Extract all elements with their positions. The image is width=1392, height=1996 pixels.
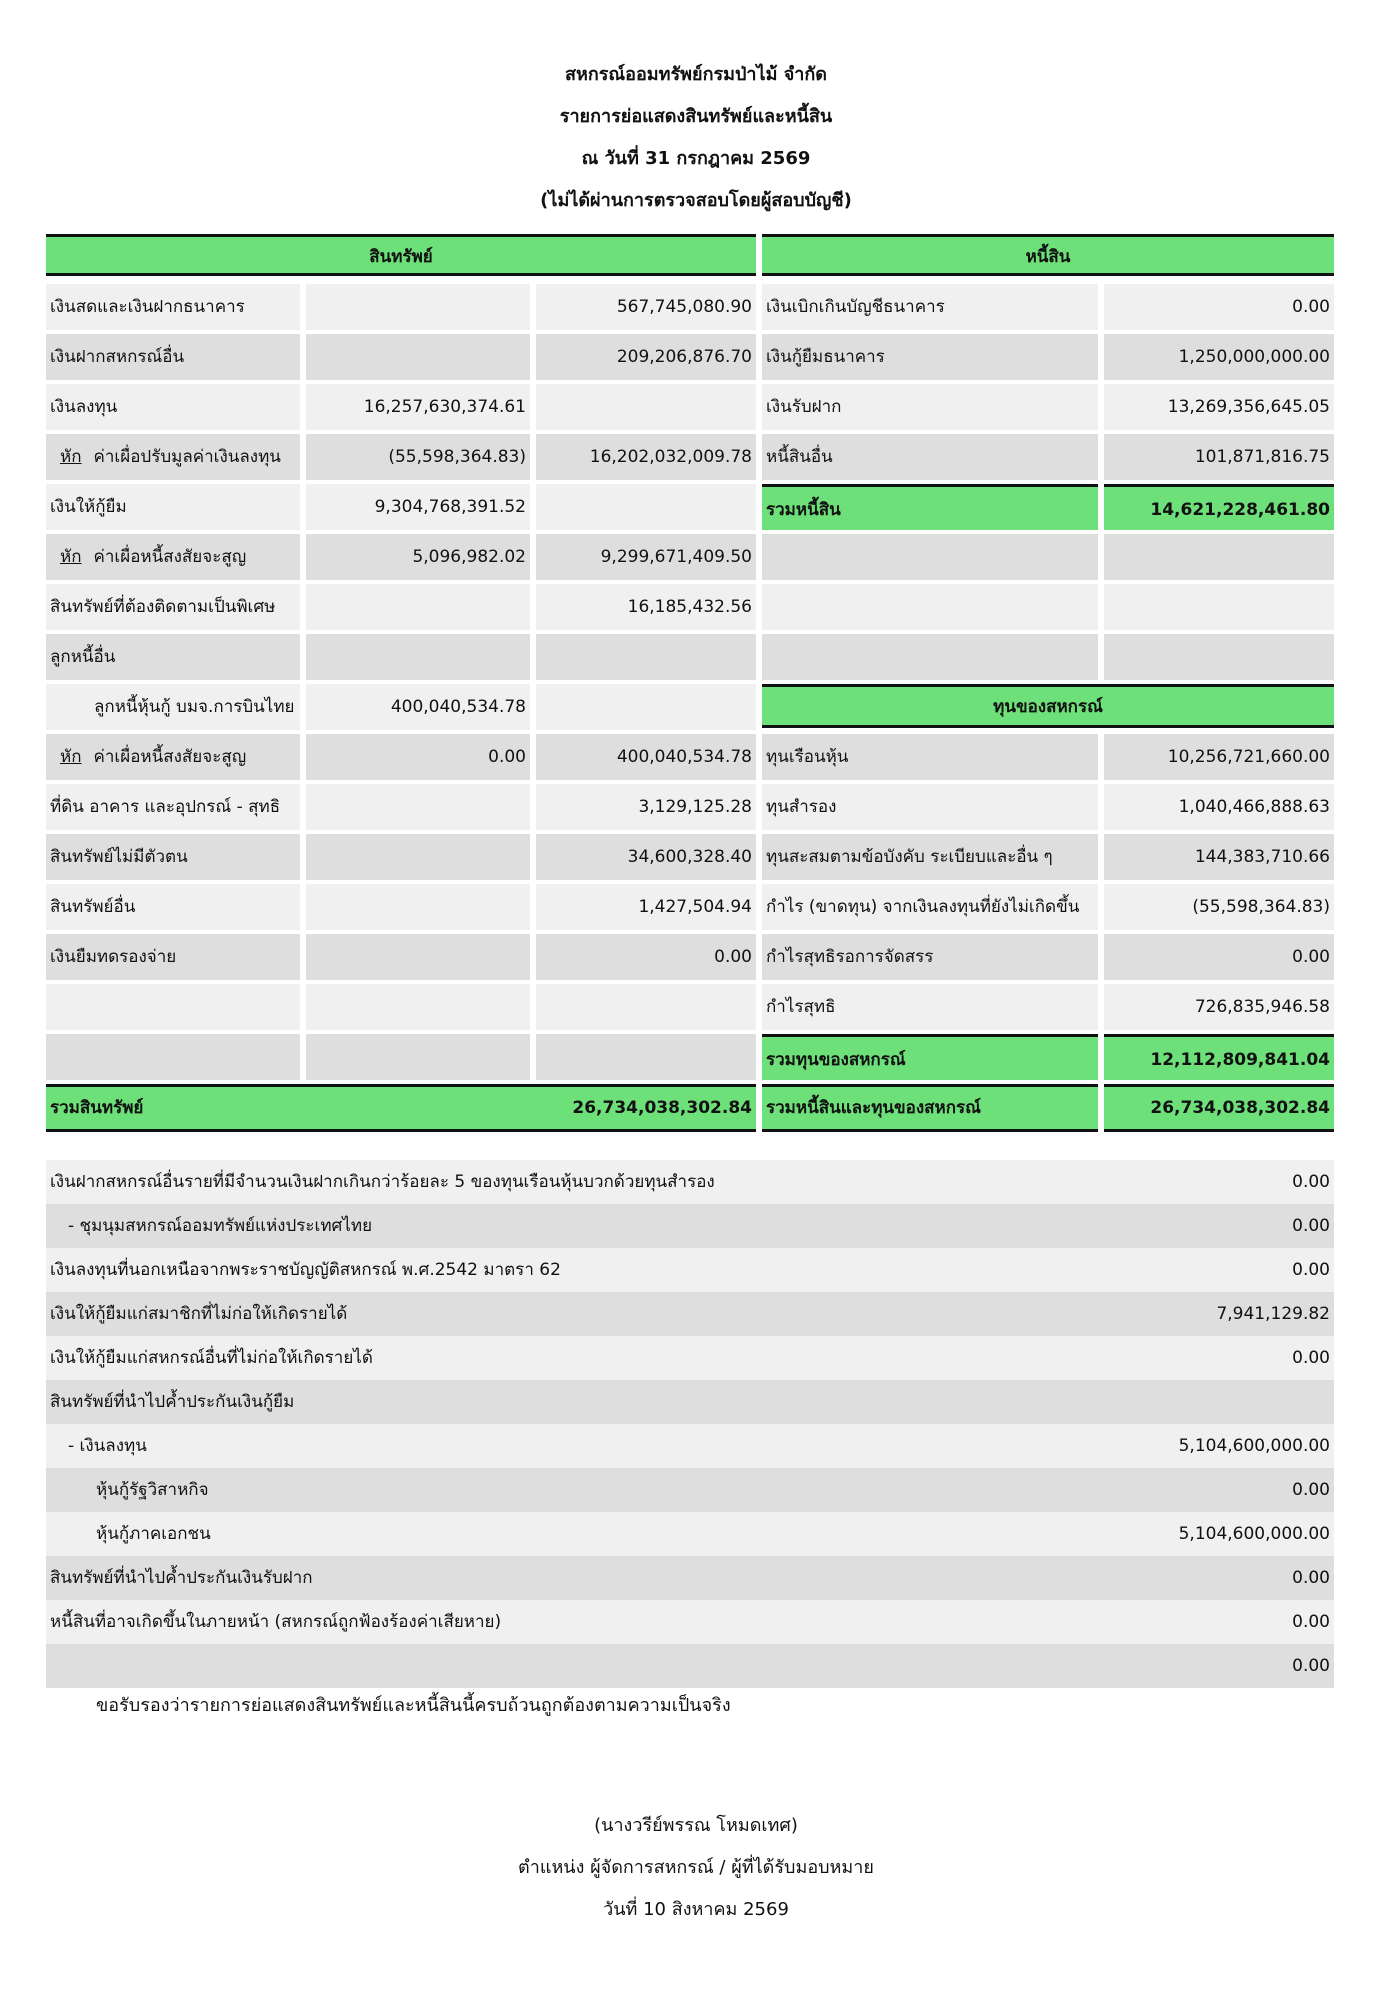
asset-label [46, 1034, 300, 1080]
note-row [46, 1248, 1334, 1292]
asset-label [46, 684, 300, 730]
note-label: หนี้สินที่อาจเกิดขึ้นในภายหน้า (สหกรณ์ถูกฟ้องร้องค่าเสียหาย) [50, 1612, 502, 1632]
note-label: เงินฝากสหกรณ์อื่นรายที่มีจำนวนเงินฝากเกินกว่าร้อยละ 5 ของทุนเรือนหุ้นบวกด้วยทุนสำรอง [50, 1172, 715, 1192]
note-amount: 0.00 [1292, 1172, 1330, 1192]
note-row [46, 1556, 1334, 1600]
equity-label: ทุนสำรอง [762, 784, 1098, 830]
asset-sub-amount: 5,096,982.02 [306, 534, 530, 580]
liabilities-total-amount: 14,621,228,461.80 [1104, 484, 1334, 530]
asset-amount: 34,600,328.40 [536, 834, 756, 880]
asset-label-text: เงินฝากสหกรณ์อื่น [50, 347, 185, 367]
note-amount: 0.00 [1292, 1260, 1330, 1280]
asset-label [46, 384, 300, 430]
deduct-marker: หัก [60, 747, 82, 767]
asset-label-text: ค่าเผื่อหนี้สงสัยจะสูญ [93, 547, 247, 567]
note-row [46, 1644, 1334, 1688]
liabilities-total-label: รวมหนี้สิน [762, 484, 1098, 530]
report-date: ณ วันที่ 31 กรกฎาคม 2569 [581, 148, 811, 169]
asset-amount [536, 484, 756, 530]
asset-sub-amount [306, 934, 530, 980]
report-header [0, 58, 1392, 226]
notes-table [46, 1160, 1334, 1688]
asset-label [46, 834, 300, 880]
asset-amount: 3,129,125.28 [536, 784, 756, 830]
equity-label: กำไร (ขาดทุน) จากเงินลงทุนที่ยังไม่เกิดขึ้น [762, 884, 1098, 930]
note-amount: 5,104,600,000.00 [1178, 1436, 1330, 1456]
asset-amount: 209,206,876.70 [536, 334, 756, 380]
asset-label-text: สินทรัพย์ไม่มีตัวตน [50, 847, 188, 867]
asset-amount: 16,202,032,009.78 [536, 434, 756, 480]
asset-amount [536, 984, 756, 1030]
blank-cell [1104, 634, 1334, 680]
asset-label [46, 284, 300, 330]
asset-label [46, 334, 300, 380]
liability-label: หนี้สินอื่น [762, 434, 1098, 480]
asset-amount: 400,040,534.78 [536, 734, 756, 780]
equity-amount: 1,040,466,888.63 [1104, 784, 1334, 830]
liability-label: เงินเบิกเกินบัญชีธนาคาร [762, 284, 1098, 330]
note-label: เงินให้กู้ยืมแก่สหกรณ์อื่นที่ไม่ก่อให้เกิดรายได้ [50, 1348, 373, 1368]
asset-label-text: สินทรัพย์อื่น [50, 897, 136, 917]
note-label: สินทรัพย์ที่นำไปค้ำประกันเงินกู้ยืม [50, 1392, 295, 1412]
signature-block [0, 1808, 1392, 1934]
asset-label [46, 434, 300, 480]
grand-total-amount: 26,734,038,302.84 [1104, 1084, 1334, 1132]
note-label: หุ้นกู้ภาคเอกชน [96, 1524, 211, 1544]
asset-amount: 0.00 [536, 934, 756, 980]
signer-name: (นางวรีย์พรรณ โหมดเทศ) [594, 1815, 798, 1836]
asset-amount [536, 684, 756, 730]
equity-label: ทุนเรือนหุ้น [762, 734, 1098, 780]
asset-label-text: ค่าเผื่อปรับมูลค่าเงินลงทุน [93, 447, 281, 467]
asset-amount [536, 1034, 756, 1080]
equity-label: กำไรสุทธิ [762, 984, 1098, 1030]
equity-total-amount: 12,112,809,841.04 [1104, 1034, 1334, 1080]
note-row [46, 1424, 1334, 1468]
asset-label-text: ลูกหนี้อื่น [50, 647, 116, 667]
asset-label-text: เงินยืมทดรองจ่าย [50, 947, 177, 967]
asset-sub-amount [306, 634, 530, 680]
asset-label [46, 784, 300, 830]
report-title: รายการย่อแสดงสินทรัพย์และหนี้สิน [559, 106, 833, 127]
equity-amount: (55,598,364.83) [1104, 884, 1334, 930]
asset-label-text: ลูกหนี้หุ้นกู้ บมจ.การบินไทย [94, 697, 295, 717]
liability-amount: 101,871,816.75 [1104, 434, 1334, 480]
note-row [46, 1204, 1334, 1248]
note-amount: 0.00 [1292, 1348, 1330, 1368]
balance-sheet-table [46, 234, 1334, 1146]
asset-sub-amount [306, 284, 530, 330]
deduct-marker: หัก [60, 447, 82, 467]
equity-amount: 10,256,721,660.00 [1104, 734, 1334, 780]
asset-amount: 567,745,080.90 [536, 284, 756, 330]
note-amount: 0.00 [1292, 1656, 1330, 1676]
signer-position: ตำแหน่ง ผู้จัดการสหกรณ์ / ผู้ที่ได้รับมอบหมาย [518, 1857, 874, 1878]
note-row [46, 1600, 1334, 1644]
asset-sub-amount: 400,040,534.78 [306, 684, 530, 730]
assets-header: สินทรัพย์ [46, 234, 756, 276]
equity-label: ทุนสะสมตามข้อบังคับ ระเบียบและอื่น ๆ [762, 834, 1098, 880]
equity-amount: 144,383,710.66 [1104, 834, 1334, 880]
note-label: เงินให้กู้ยืมแก่สมาชิกที่ไม่ก่อให้เกิดรายได้ [50, 1304, 348, 1324]
note-label: หุ้นกู้รัฐวิสาหกิจ [96, 1480, 209, 1500]
asset-sub-amount [306, 984, 530, 1030]
note-label: - ชุมนุมสหกรณ์ออมทรัพย์แห่งประเทศไทย [68, 1216, 373, 1236]
blank-cell [762, 584, 1098, 630]
note-label: สินทรัพย์ที่นำไปค้ำประกันเงินรับฝาก [50, 1568, 313, 1588]
grand-total-label: รวมหนี้สินและทุนของสหกรณ์ [762, 1084, 1098, 1132]
asset-label-text: ค่าเผื่อหนี้สงสัยจะสูญ [93, 747, 247, 767]
audit-note: (ไม่ได้ผ่านการตรวจสอบโดยผู้สอบบัญชี) [540, 190, 852, 211]
equity-amount: 726,835,946.58 [1104, 984, 1334, 1030]
note-amount: 7,941,129.82 [1216, 1304, 1330, 1324]
note-row [46, 1380, 1334, 1424]
note-amount: 0.00 [1292, 1480, 1330, 1500]
equity-total-label: รวมทุนของสหกรณ์ [762, 1034, 1098, 1080]
asset-amount [536, 634, 756, 680]
note-row [46, 1160, 1334, 1204]
assets-total-label: รวมสินทรัพย์ [46, 1084, 536, 1132]
asset-label [46, 484, 300, 530]
asset-sub-amount [306, 884, 530, 930]
liability-amount: 1,250,000,000.00 [1104, 334, 1334, 380]
asset-sub-amount [306, 334, 530, 380]
asset-label-text: ที่ดิน อาคาร และอุปกรณ์ - สุทธิ [50, 797, 281, 817]
asset-label [46, 884, 300, 930]
note-label: - เงินลงทุน [68, 1436, 147, 1456]
deduct-marker: หัก [60, 547, 82, 567]
note-amount: 0.00 [1292, 1612, 1330, 1632]
asset-sub-amount: 9,304,768,391.52 [306, 484, 530, 530]
asset-amount: 9,299,671,409.50 [536, 534, 756, 580]
asset-amount: 16,185,432.56 [536, 584, 756, 630]
note-row [46, 1292, 1334, 1336]
note-row [46, 1468, 1334, 1512]
note-amount: 0.00 [1292, 1216, 1330, 1236]
asset-label [46, 534, 300, 580]
cooperative-name: สหกรณ์ออมทรัพย์กรมป่าไม้ จำกัด [565, 64, 827, 85]
note-amount: 0.00 [1292, 1568, 1330, 1588]
note-row [46, 1336, 1334, 1380]
blank-cell [762, 634, 1098, 680]
liability-amount: 0.00 [1104, 284, 1334, 330]
liability-label: เงินรับฝาก [762, 384, 1098, 430]
asset-sub-amount: 16,257,630,374.61 [306, 384, 530, 430]
certification-text: ขอรับรองว่ารายการย่อแสดงสินทรัพย์และหนี้สินนี้ครบถ้วนถูกต้องตามความเป็นจริง [96, 1695, 731, 1716]
equity-amount: 0.00 [1104, 934, 1334, 980]
liabilities-header: หนี้สิน [762, 234, 1334, 276]
equity-label: กำไรสุทธิรอการจัดสรร [762, 934, 1098, 980]
blank-cell [762, 534, 1098, 580]
asset-label [46, 634, 300, 680]
equity-header: ทุนของสหกรณ์ [762, 684, 1334, 728]
asset-sub-amount: (55,598,364.83) [306, 434, 530, 480]
signature-date: วันที่ 10 สิงหาคม 2569 [603, 1899, 789, 1920]
assets-total-amount: 26,734,038,302.84 [536, 1084, 756, 1132]
blank-cell [1104, 534, 1334, 580]
asset-sub-amount [306, 584, 530, 630]
asset-sub-amount [306, 784, 530, 830]
asset-label-text: สินทรัพย์ที่ต้องติดตามเป็นพิเศษ [50, 597, 276, 617]
liability-amount: 13,269,356,645.05 [1104, 384, 1334, 430]
note-row [46, 1512, 1334, 1556]
asset-sub-amount [306, 1034, 530, 1080]
asset-label-text: เงินสดและเงินฝากธนาคาร [50, 297, 245, 317]
asset-amount [536, 384, 756, 430]
blank-cell [1104, 584, 1334, 630]
asset-label [46, 934, 300, 980]
note-amount: 5,104,600,000.00 [1178, 1524, 1330, 1544]
asset-label-text: เงินให้กู้ยืม [50, 497, 127, 517]
asset-label [46, 734, 300, 780]
asset-amount: 1,427,504.94 [536, 884, 756, 930]
asset-label [46, 984, 300, 1030]
asset-label-text: เงินลงทุน [50, 397, 118, 417]
asset-sub-amount: 0.00 [306, 734, 530, 780]
asset-sub-amount [306, 834, 530, 880]
liability-label: เงินกู้ยืมธนาคาร [762, 334, 1098, 380]
note-label: เงินลงทุนที่นอกเหนือจากพระราชบัญญัติสหกรณ์ พ.ศ.2542 มาตรา 62 [50, 1260, 561, 1280]
asset-label [46, 584, 300, 630]
